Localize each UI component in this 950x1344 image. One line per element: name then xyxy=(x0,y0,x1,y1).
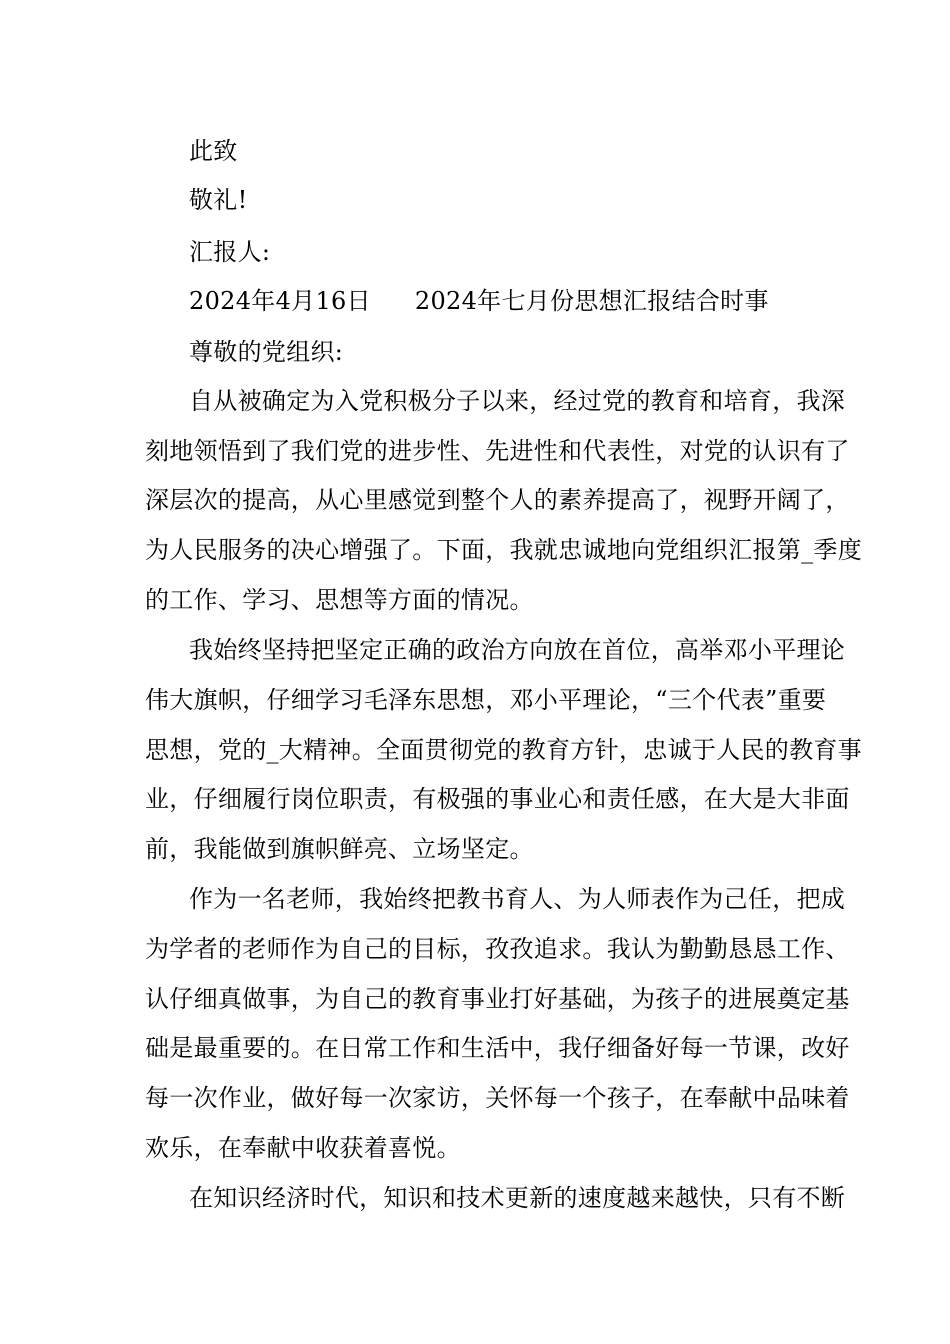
paragraph-3-line-3: 认仔细真做事，为自己的教育事业打好基础，为孩子的进展奠定基 xyxy=(145,985,850,1013)
paragraph-2-line-2: 伟大旗帜，仔细学习毛泽东思想，邓小平理论，“三个代表”重要 xyxy=(145,686,827,714)
paragraph-2-line-3: 思想，党的_大精神。全面贯彻党的教育方针，忠诚于人民的教育事 xyxy=(145,736,862,764)
report-date: 2024年4月16日 xyxy=(189,287,371,315)
paragraph-3-line-6: 欢乐，在奉献中收获着喜悦。 xyxy=(145,1134,461,1162)
paragraph-3-line-1: 作为一名老师，我始终把教书育人、为人师表作为己任，把成 xyxy=(189,885,846,913)
paragraph-1-line-1: 自从被确定为入党积极分子以来，经过党的教育和培育，我深 xyxy=(189,387,846,415)
paragraph-1-line-3: 深层次的提高，从心里感觉到整个人的素养提高了，视野开阔了， xyxy=(145,486,850,514)
paragraph-1-line-2: 刻地领悟到了我们党的进步性、先进性和代表性，对党的认识有了 xyxy=(145,437,850,465)
date-title-line xyxy=(189,284,805,318)
closing-line-1: 此致 xyxy=(189,137,238,165)
paragraph-3-line-5: 每一次作业，做好每一次家访，关怀每一个孩子，在奉献中品味着 xyxy=(145,1084,850,1112)
paragraph-4-line-1: 在知识经济时代，知识和技术更新的速度越来越快，只有不断 xyxy=(189,1184,846,1212)
next-report-title: 2024年七月份思想汇报结合时事 xyxy=(414,287,769,315)
paragraph-2-line-4: 业，仔细履行岗位职责，有极强的事业心和责任感，在大是大非面 xyxy=(145,785,850,813)
paragraph-2-line-5: 前，我能做到旗帜鲜亮、立场坚定。 xyxy=(145,835,534,863)
closing-line-2: 敬礼! xyxy=(189,186,248,214)
paragraph-1-line-5: 的工作、学习、思想等方面的情况。 xyxy=(145,586,534,614)
salutation: 尊敬的党组织: xyxy=(189,338,344,366)
reporter-label: 汇报人: xyxy=(189,238,271,266)
paragraph-3-line-4: 础是最重要的。在日常工作和生活中，我仔细备好每一节课，改好 xyxy=(145,1034,850,1062)
paragraph-3-line-2: 为学者的老师作为自己的目标，孜孜追求。我认为勤勤恳恳工作、 xyxy=(145,935,850,963)
paragraph-1-line-4: 为人民服务的决心增强了。下面，我就忠诚地向党组织汇报第_季度 xyxy=(145,536,862,564)
paragraph-2-line-1: 我始终坚持把坚定正确的政治方向放在首位，高举邓小平理论 xyxy=(189,636,846,664)
